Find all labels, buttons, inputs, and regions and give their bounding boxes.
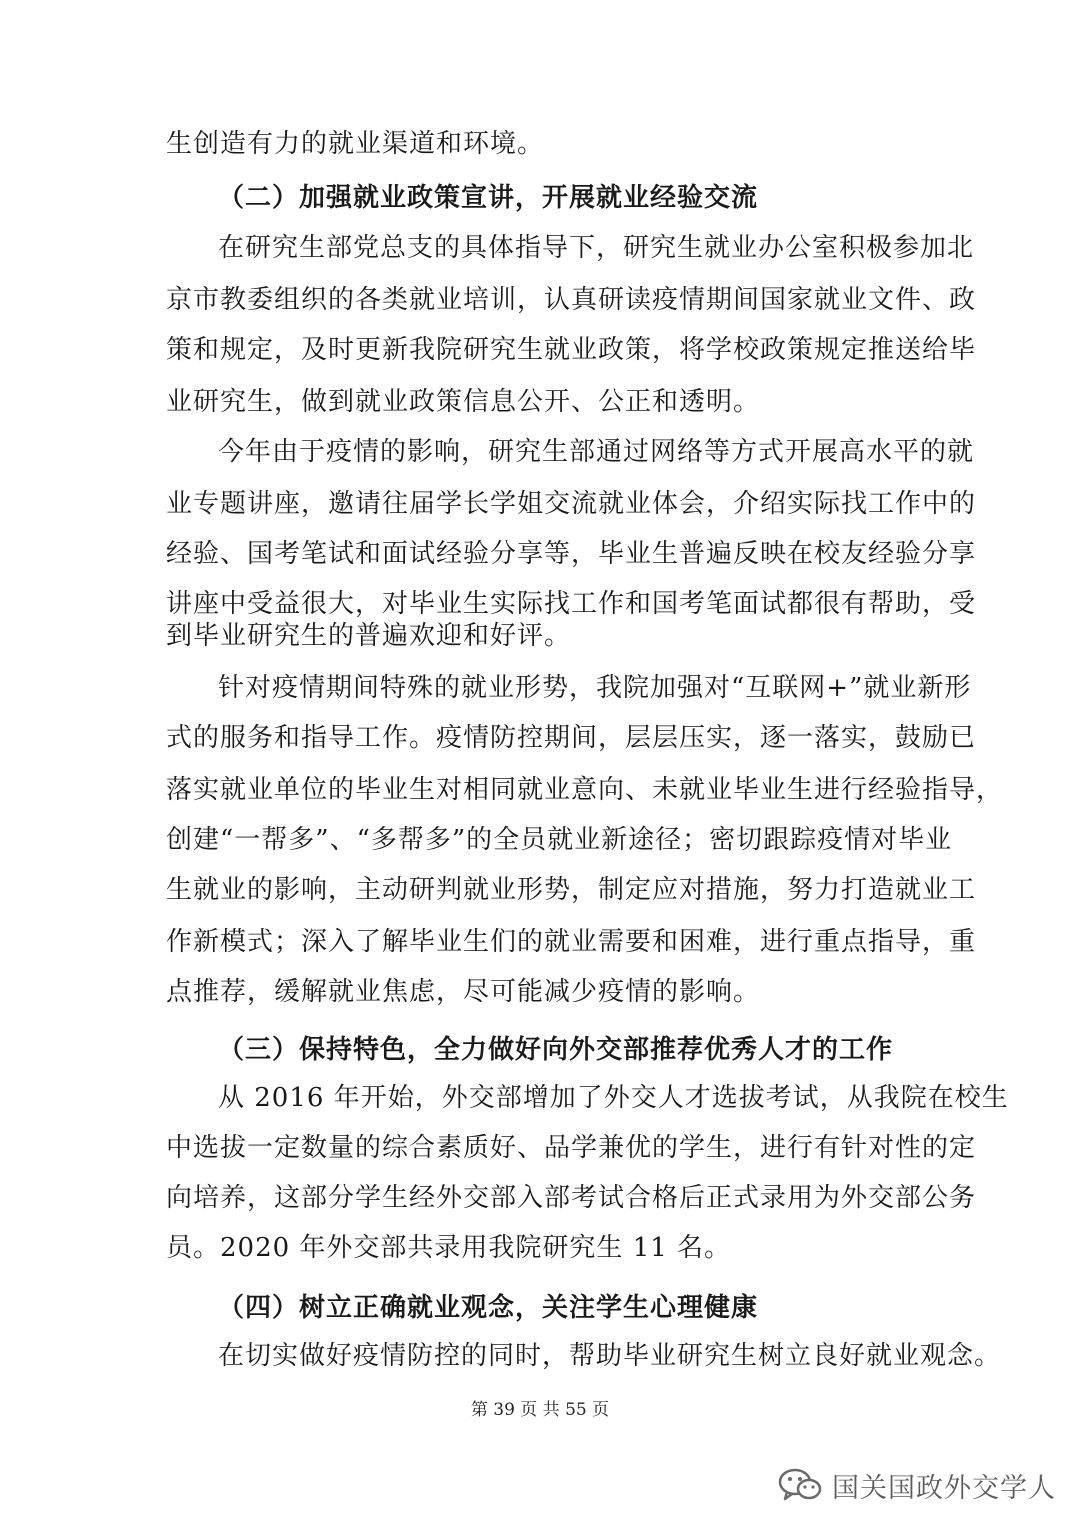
paragraph-line: 业研究生，做到就业政策信息公开、公正和透明。 (166, 387, 761, 417)
paragraph-line: 点推荐，缓解就业焦虑，尽可能减少疫情的影响。 (166, 977, 761, 1007)
paragraph-line: 创建“一帮多”、“多帮多”的全员就业新途径；密切跟踪疫情对毕业 (166, 825, 953, 855)
section-heading-4: （四）树立正确就业观念，关注学生心理健康 (218, 1293, 759, 1323)
paragraph-line: 讲座中受益很大，对毕业生实际找工作和国考笔面试都很有帮助，受 (166, 589, 977, 619)
paragraph-line: 生就业的影响，主动研判就业形势，制定应对措施，努力打造就业工 (166, 875, 977, 905)
paragraph-line: 作新模式；深入了解毕业生们的就业需要和困难，进行重点指导，重 (166, 927, 977, 957)
section-heading-2: （二）加强就业政策宣讲，开展就业经验交流 (218, 183, 759, 213)
paragraph-line: 员。2020 年外交部共录用我院研究生 11 名。 (166, 1233, 732, 1263)
paragraph-line: 从 2016 年开始，外交部增加了外交人才选拔考试，从我院在校生 (218, 1083, 1009, 1113)
paragraph-line: 在研究生部党总支的具体指导下，研究生就业办公室积极参加北 (218, 233, 975, 263)
watermark-text: 国关国政外交学人 (832, 1472, 1056, 1504)
paragraph-line: 式的服务和指导工作。疫情防控期间，层层压实，逐一落实，鼓励已 (166, 723, 977, 753)
text-line: 生创造有力的就业渠道和环境。 (166, 129, 545, 159)
paragraph-line: 经验、国考笔试和面试经验分享等，毕业生普遍反映在校友经验分享 (166, 539, 977, 569)
watermark (778, 1460, 1056, 1510)
paragraph-line: 业专题讲座，邀请往届学长学姐交流就业体会，介绍实际找工作中的 (166, 489, 977, 519)
section-heading-3: （三）保持特色，全力做好向外交部推荐优秀人才的工作 (218, 1035, 894, 1065)
paragraph-line: 今年由于疫情的影响，研究生部通过网络等方式开展高水平的就 (218, 437, 975, 467)
paragraph-line: 在切实做好疫情防控的同时，帮助毕业研究生树立良好就业观念。 (218, 1341, 1002, 1371)
paragraph-line: 针对疫情期间特殊的就业形势，我院加强对“互联网+”就业新形 (218, 673, 972, 703)
paragraph-line: 京市教委组织的各类就业培训，认真研读疫情期间国家就业文件、政 (166, 285, 977, 315)
wechat-icon (778, 1467, 822, 1503)
paragraph-line: 到毕业研究生的普遍欢迎和好评。 (166, 621, 572, 651)
paragraph-line: 向培养，这部分学生经外交部入部考试合格后正式录用为外交部公务 (166, 1183, 977, 1213)
paragraph-line: 落实就业单位的毕业生对相同就业意向、未就业毕业生进行经验指导， (166, 775, 1004, 805)
paragraph-line: 中选拔一定数量的综合素质好、品学兼优的学生，进行有针对性的定 (166, 1133, 977, 1163)
page-number: 第 39 页 共 55 页 (470, 1400, 610, 1420)
paragraph-line: 策和规定，及时更新我院研究生就业政策，将学校政策规定推送给毕 (166, 335, 977, 365)
